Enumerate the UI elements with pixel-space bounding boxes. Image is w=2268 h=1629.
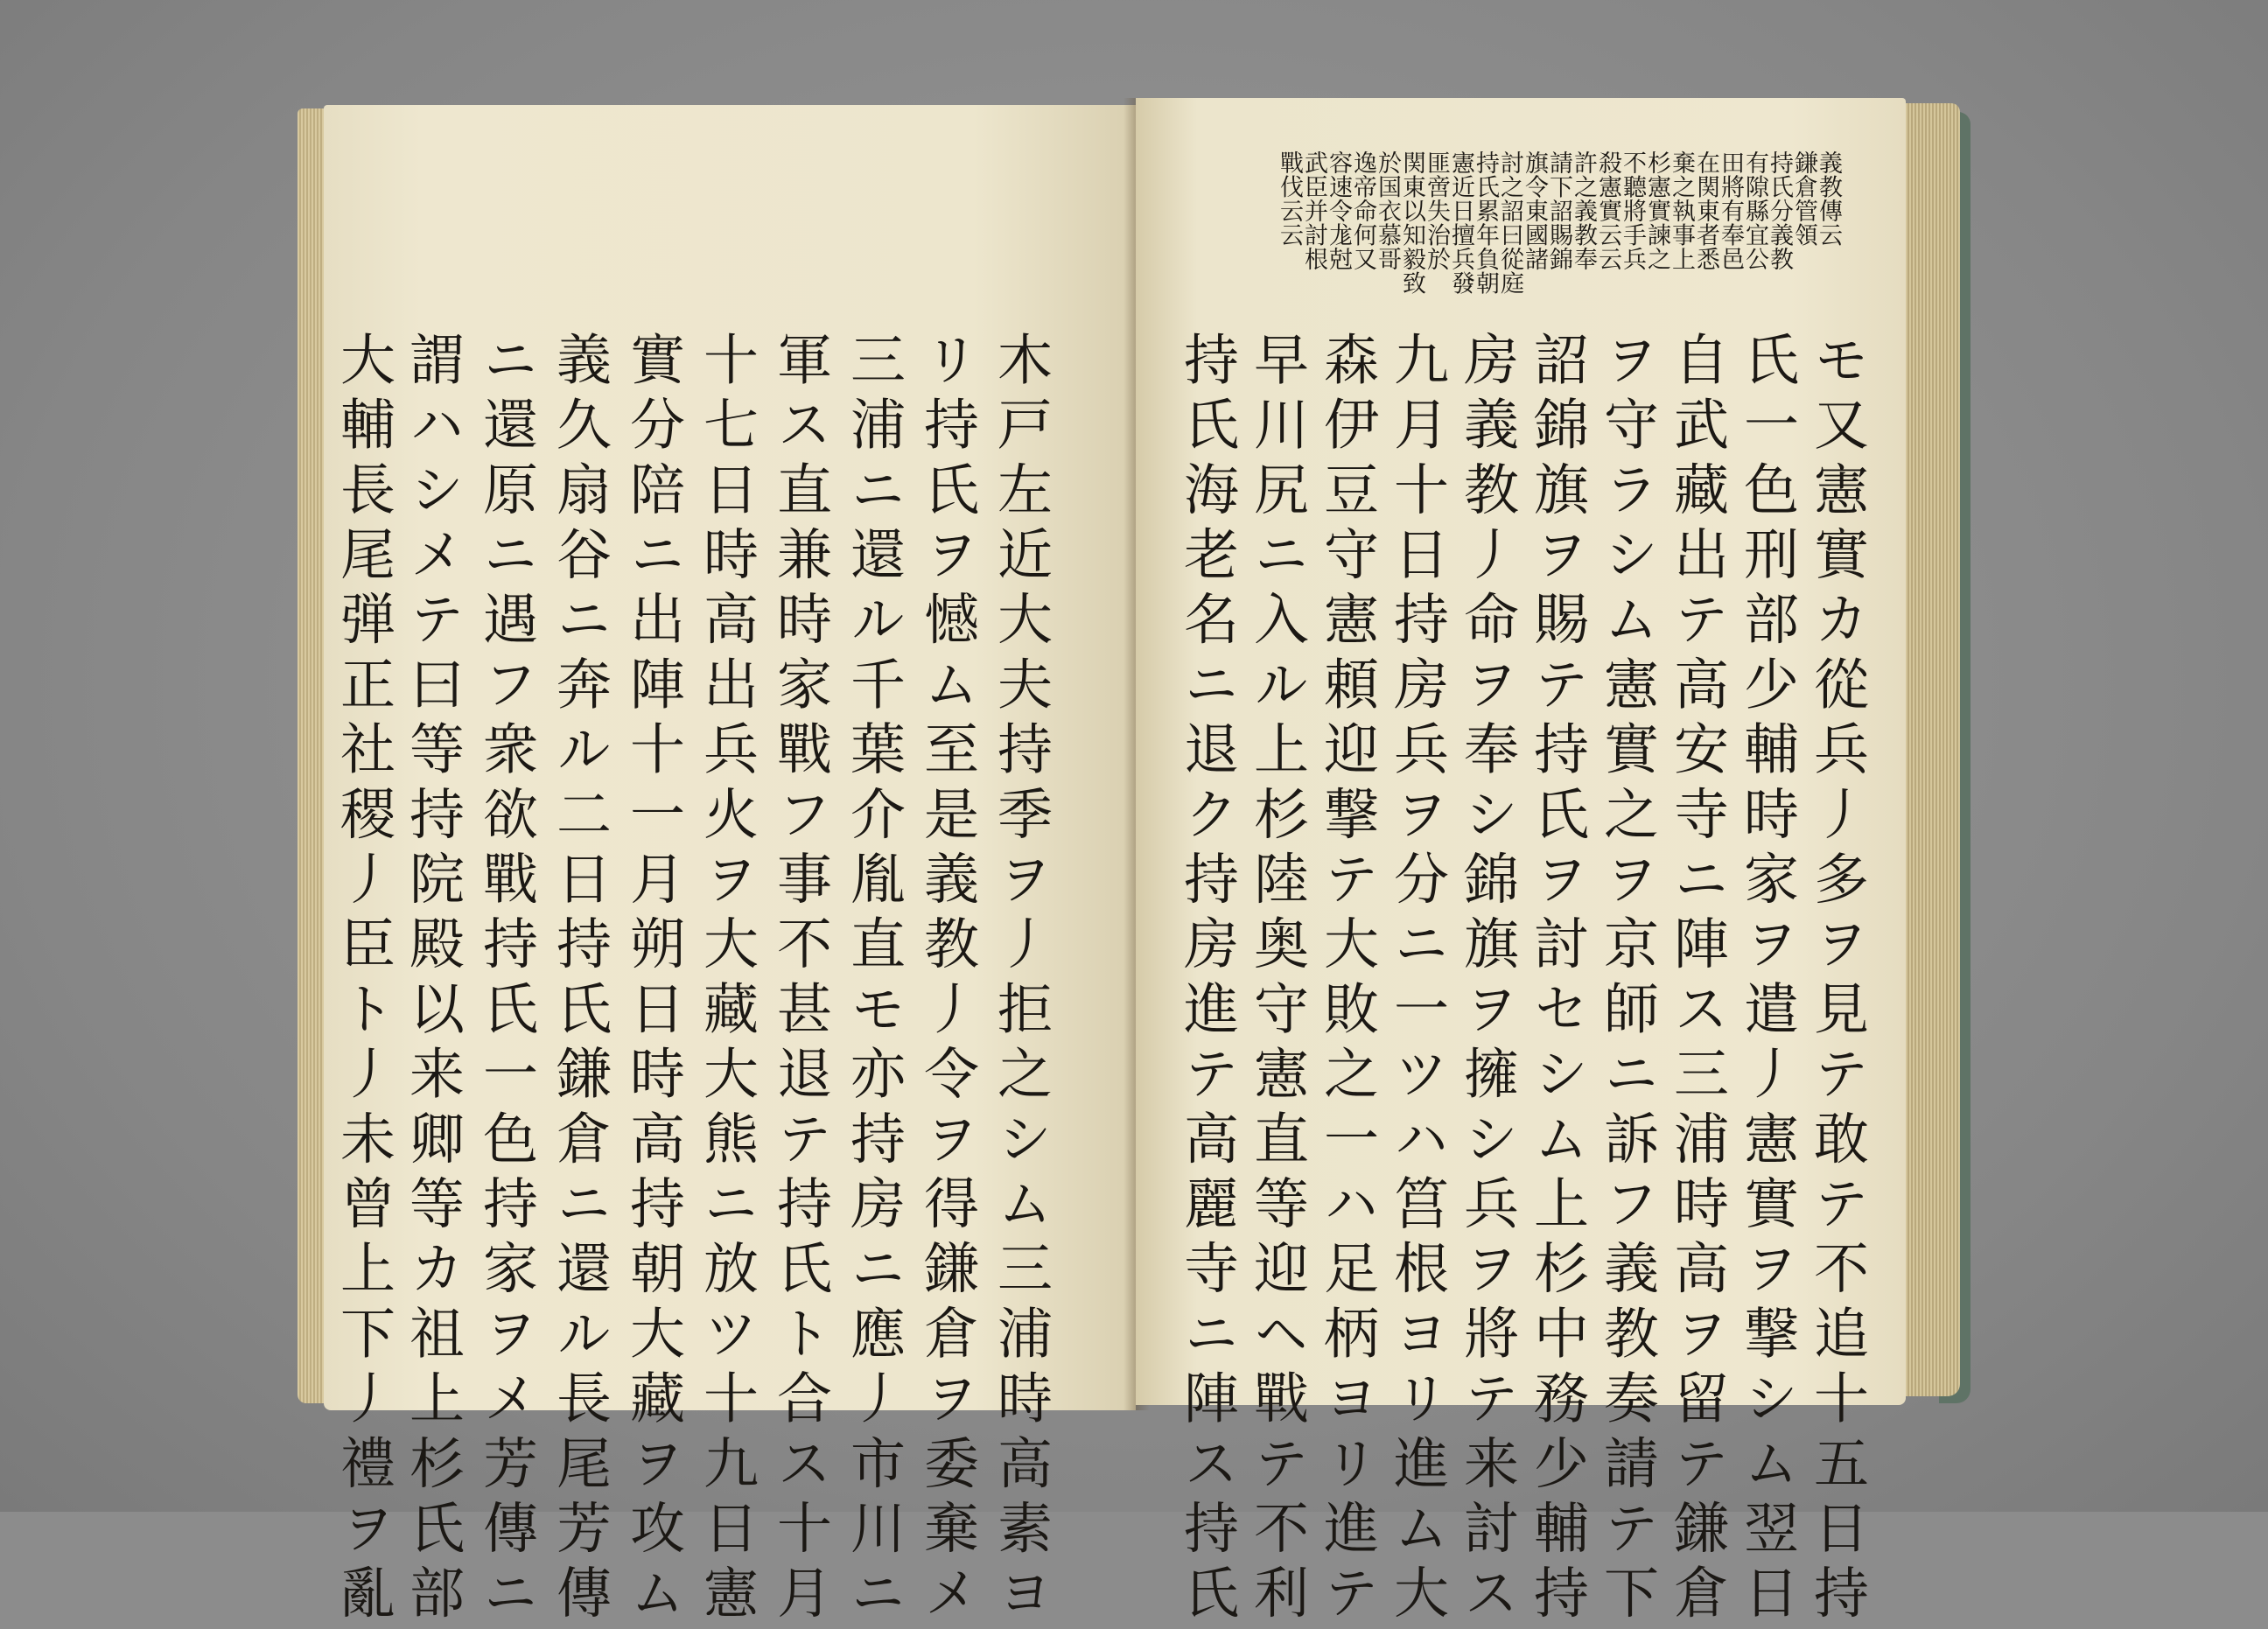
annotation-column: 討之詔曰從庭	[1496, 150, 1523, 295]
annotation-column: 逸帝命何又	[1349, 150, 1376, 271]
annotation-column: 旗令東國諸	[1521, 150, 1548, 271]
annotation-column: 不聽將手兵	[1619, 150, 1646, 271]
text-column: モ又憲實カ從兵丿多ヲ見テ敢テ不追十五日持	[1805, 331, 1869, 1629]
annotation-column: 持氏累年負朝	[1472, 150, 1499, 295]
text-column: ヲ守ラシム憲實之ヲ京師ニ訴フ義教奏請テ下	[1595, 331, 1659, 1629]
annotation-column: 許之義教奉	[1570, 150, 1597, 271]
right-page-edges	[1899, 103, 1960, 1396]
text-column: 持氏海老名ニ退ク持房進テ高麗寺ニ陣ス持氏	[1175, 331, 1239, 1629]
text-column: 早川尻ニ入ル上杉陸奥守憲直等迎ヘ戰テ不利	[1245, 331, 1309, 1629]
text-column: 大輔長尾弾正社稷丿臣ト丿未曾上下丿禮ヲ亂	[332, 331, 396, 1629]
text-column: 實分陪ニ出陣十一月朔日時高持朝大藏ヲ攻ム	[621, 331, 685, 1629]
annotation-column: 殺憲實云云	[1594, 150, 1621, 271]
annotation-column: 戰伐云云	[1276, 150, 1303, 247]
text-column: 謂ハシメテ曰等持院殿以来卿等カ祖上杉氏部	[401, 331, 465, 1629]
annotation-column: 田將有奉邑	[1717, 150, 1744, 271]
annotation-column: 有隙縣宜公	[1741, 150, 1768, 271]
annotation-column: 棄之執事上	[1668, 150, 1695, 271]
text-column: ニ還原ニ遇フ衆欲戰持氏一色持家ヲメ芳傳ニ	[474, 331, 538, 1629]
text-column: 義久扇谷ニ奔ル二日持氏鎌倉ニ還ル長尾芳傳	[548, 331, 612, 1629]
annotation-column: 鎌倉管領	[1790, 150, 1817, 247]
annotation-column: 持氏分義教	[1766, 150, 1793, 271]
annotation-column: 匪啻失治於	[1423, 150, 1450, 271]
annotation-column: 武臣并討根	[1300, 150, 1327, 271]
annotation-column: 容速令尨尅	[1325, 150, 1352, 271]
text-column: 氏一色刑部少輔時家ヲ遣丿憲實ヲ撃シム翌日	[1735, 331, 1799, 1629]
left-page	[324, 105, 1136, 1629]
text-column: 十七日時高出兵火ヲ大藏大熊ニ放ツ十九日憲	[695, 331, 759, 1629]
annotation-column: 在関東者悉	[1692, 150, 1719, 271]
annotation-column: 義教傳云	[1815, 150, 1842, 247]
text-column: 詔錦旗ヲ賜テ持氏ヲ討セシム上杉中務少輔持	[1525, 331, 1589, 1629]
annotation-column: 関東以知毅致	[1398, 150, 1425, 295]
annotation-column: 請下詔賜錦	[1545, 150, 1572, 271]
text-column: 房義教丿命ヲ奉シ錦旗ヲ擁シ兵ヲ將テ来討ス	[1455, 331, 1519, 1629]
right-page	[1136, 98, 1906, 1629]
text-column: リ持氏ヲ憾ム至是義教丿令ヲ得鎌倉ヲ委棄メ	[915, 331, 979, 1629]
text-column: 自武藏出テ高安寺ニ陣ス三浦時高ヲ留テ鎌倉	[1665, 331, 1729, 1629]
text-column: 九月十日持房兵ヲ分ニ一ツハ筥根ヨリ進ム大	[1385, 331, 1449, 1629]
text-column: 軍ス直兼時家戰フ事不甚退テ持氏ト合ス十月	[768, 331, 832, 1629]
annotation-column: 杉憲實諫之	[1643, 150, 1670, 271]
annotation-column: 憲近日擅兵發	[1447, 150, 1474, 295]
text-column: 木戸左近大夫持季ヲ丿拒之シム三浦時高素ヨ	[989, 331, 1053, 1629]
text-column: 三浦ニ還ル千葉介胤直モ亦持房ニ應丿市川ニ	[842, 331, 906, 1629]
text-column: 森伊豆守憲頼迎撃テ大敗之一ハ足柄ヨリ進テ	[1315, 331, 1379, 1629]
annotation-column: 於国衣慕哥	[1374, 150, 1401, 271]
